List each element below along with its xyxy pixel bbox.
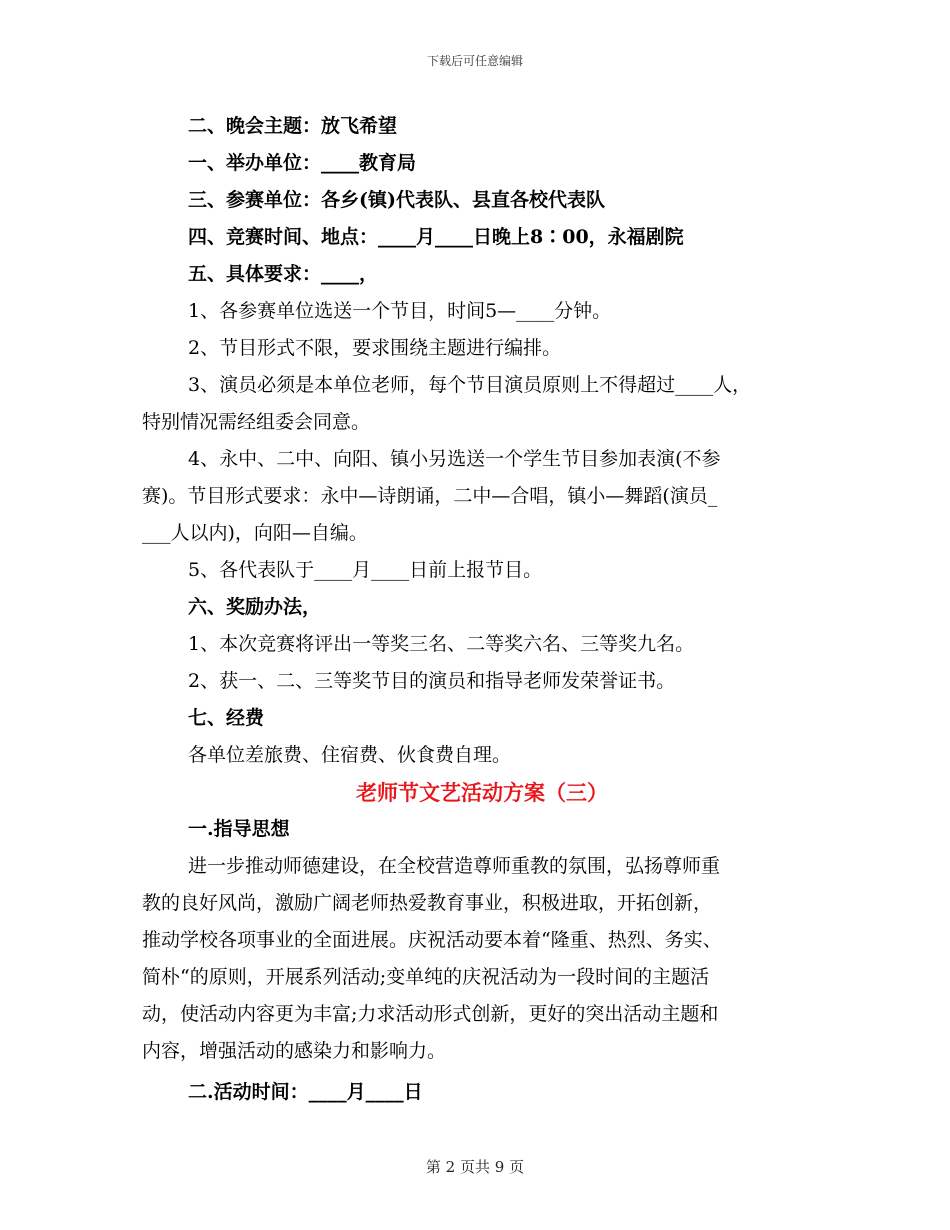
- line-awards: 六、奖励办法，: [188, 596, 322, 618]
- section-title: 老师节文艺活动方案（三）: [356, 780, 608, 805]
- award-item-1: 1、本次竞赛将评出一等奖三名、二等奖六名、三等奖九名。: [188, 633, 695, 655]
- req-item-4-cont1: 赛)。节目形式要求：永中—诗朗诵，二中—合唱，镇小—舞蹈(演员_: [142, 485, 718, 507]
- paragraph-line-2: 教的良好风尚，激励广阔老师热爱教育事业，积极进取，开拓创新，: [142, 892, 713, 914]
- req-item-3: 3、演员必须是本单位老师，每个节目演员原则上不得超过____人，: [188, 374, 752, 396]
- line-time-place: 四、竞赛时间、地点：____月____日晚上8∶00，永福剧院: [188, 226, 684, 248]
- req-item-4-cont2: ___人以内)，向阳—自编。: [142, 522, 368, 544]
- page-header: 下载后可任意编辑: [426, 54, 523, 68]
- paragraph-line-4: 简朴“的原则，开展系列活动;变单纯的庆祝活动为一段时间的主题活: [142, 966, 710, 988]
- req-item-2: 2、节目形式不限，要求围绕主题进行编排。: [188, 337, 562, 359]
- heading-guiding-thought: 一.指导思想: [188, 818, 290, 840]
- line-funding: 七、经费: [188, 707, 265, 729]
- line-organizer: 一、举办单位：____教育局: [188, 152, 417, 174]
- line-theme: 二、晚会主题：放飞希望: [188, 115, 398, 137]
- paragraph-line-1: 进一步推动师德建设，在全校营造尊师重教的氛围，弘扬尊师重: [188, 855, 721, 877]
- req-item-4: 4、永中、二中、向阳、镇小另选送一个学生节目参加表演(不参: [188, 448, 721, 470]
- line-requirements: 五、具体要求：____，: [188, 263, 379, 285]
- req-item-3-cont: 特别情况需经组委会同意。: [142, 411, 371, 433]
- req-item-5: 5、各代表队于____月____日前上报节目。: [188, 559, 543, 581]
- line-participants: 三、参赛单位：各乡(镇)代表队、县直各校代表队: [188, 189, 605, 211]
- paragraph-line-3: 推动学校各项事业的全面进展。庆祝活动要本着“隆重、热烈、务实、: [142, 929, 722, 951]
- award-item-2: 2、获一、二、三等奖节目的演员和指导老师发荣誉证书。: [188, 670, 676, 692]
- document-body: [142, 108, 822, 1111]
- heading-activity-time: 二.活动时间：____月____日: [188, 1081, 423, 1103]
- req-item-1: 1、各参赛单位选送一个节目，时间5—____分钟。: [188, 300, 612, 322]
- page-footer: 第 2 页共 9 页: [425, 1158, 525, 1176]
- paragraph-line-6: 内容，增强活动的感染力和影响力。: [142, 1040, 447, 1062]
- paragraph-line-5: 动，使活动内容更为丰富;力求活动形式创新，更好的突出活动主题和: [142, 1003, 719, 1025]
- funding-text: 各单位差旅费、住宿费、伙食费自理。: [188, 744, 512, 766]
